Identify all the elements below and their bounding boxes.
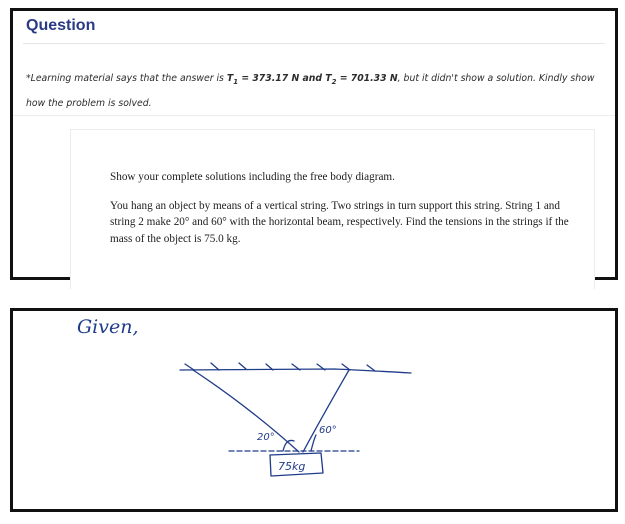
sketch-panel	[10, 308, 618, 512]
note-tail: , but it didn't show a solution. Kindly show how the problem is solved.	[26, 73, 595, 109]
question-note	[26, 68, 608, 114]
problem-statement: You hang an object by means of a vertical string. Two strings in turn support this string. String 1 and string 2 make 20° and 60° with the horizontal beam, respectively. Find the tensions in the strings if the mass of the object is 75.0 kg.	[110, 200, 569, 245]
title-divider	[23, 43, 605, 44]
mass-label: 75kg	[278, 460, 306, 473]
string-1	[193, 370, 299, 452]
problem-text	[110, 171, 580, 247]
t1-subscript: 1	[233, 77, 239, 86]
given-heading: Given,	[77, 316, 139, 338]
hatch-2	[211, 363, 219, 370]
note-lead: *Learning material says that the answer is	[26, 73, 227, 84]
hatch-3	[239, 363, 246, 369]
t2-value: = 701.33 N	[336, 73, 398, 84]
angle-left-label: 20°	[257, 432, 275, 443]
problem-card	[70, 129, 595, 289]
string-2	[303, 370, 349, 452]
t1-symbol: T	[226, 73, 234, 84]
free-body-sketch	[13, 311, 615, 509]
question-title: Question	[26, 17, 96, 34]
angle-arc-right	[311, 435, 316, 451]
angle-right-label: 60°	[319, 425, 337, 436]
question-panel	[10, 8, 618, 280]
hatch-1	[185, 364, 194, 370]
t2-subscript: 2	[331, 77, 337, 86]
note-divider	[13, 115, 615, 116]
instruction-text: Show your complete solutions including the free body diagram.	[110, 171, 395, 183]
beam-line	[180, 369, 411, 373]
t1-value: = 373.17 N and	[238, 73, 326, 84]
t2-symbol: T	[325, 73, 332, 84]
note-t1	[227, 73, 398, 84]
